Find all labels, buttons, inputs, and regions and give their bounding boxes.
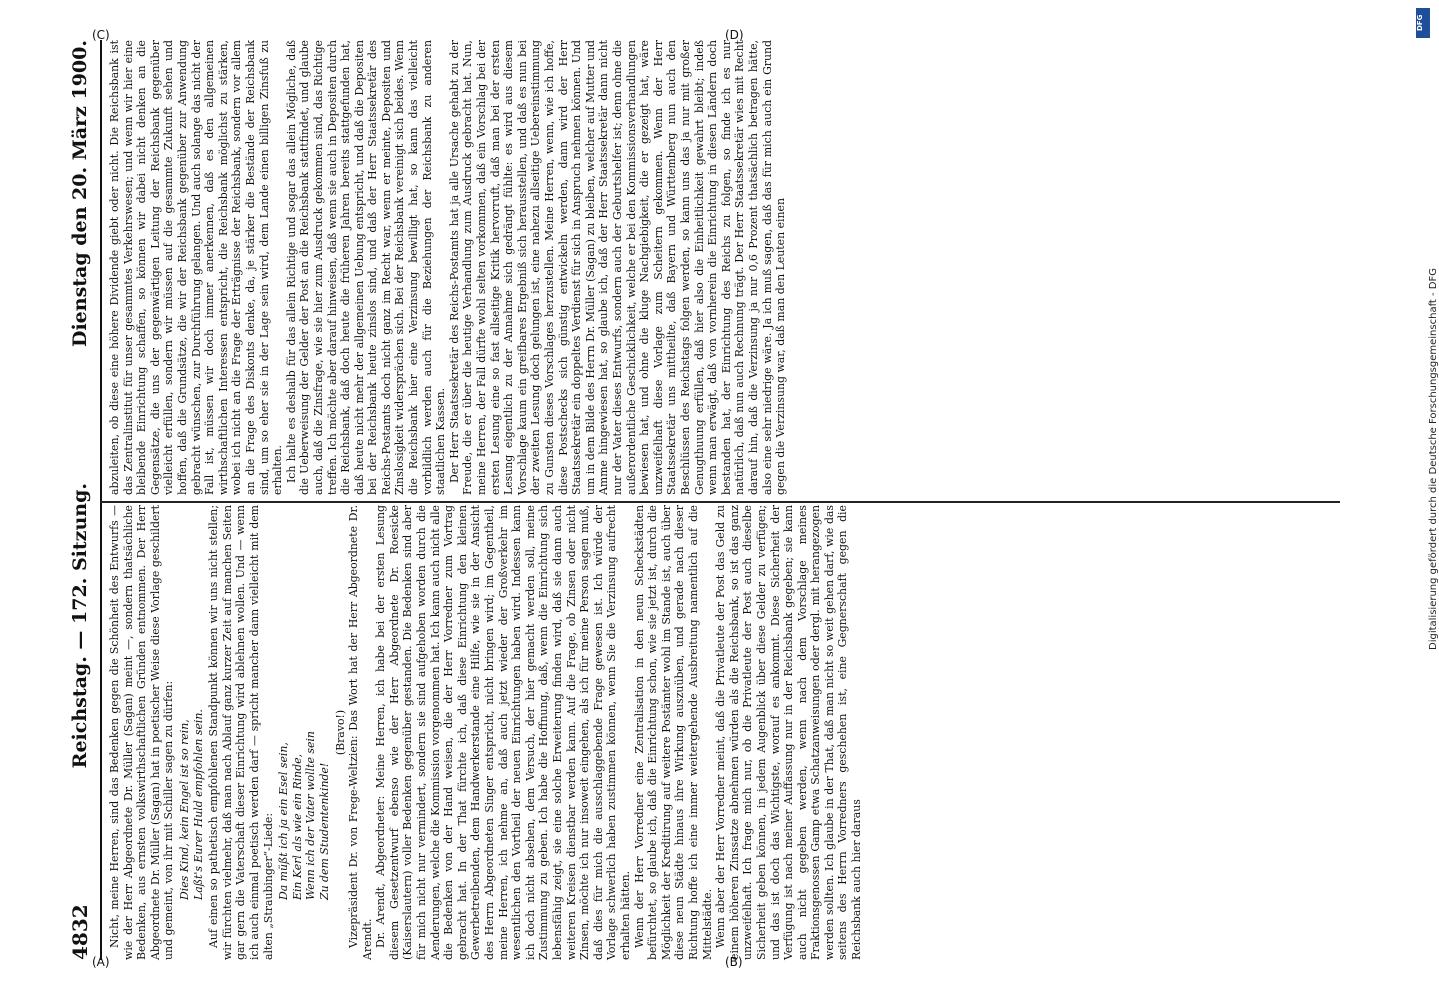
right-column	[108, 40, 1328, 495]
poem-line: Dies Kind, kein Engel ist so rein,	[177, 719, 191, 900]
digitization-note-text: Digitalisierung gefördert durch die Deutsche Forschungsgemeinschaft - DFG	[1428, 267, 1439, 650]
poem-quote	[178, 505, 205, 960]
paragraph: Vizepräsident Dr. von Frege-Weltzien: Das Wort hat der Herr Abgeordnete Dr. Arendt.	[347, 505, 374, 960]
session-title: Reichstag. — 172. Sitzung.	[69, 483, 91, 769]
margin-marker-b: (B)	[725, 955, 743, 969]
paragraph: Wenn aber der Herr Vorredner meint, daß die Privatleute der Post das Geld zu einem höheren Zinssatze abnehmen würden als die Reichsbank, so ist das ganz unzweifelhaft. Ich frage mich nur, ob die Privatleute der Post auch dieselbe Sicherheit geben können, in jedem Augenblick über diese Gelder zu verfügen; und das ist doch das Wichtigste, worauf es ankommt. Diese Sicherheit der Verfügung ist nach meiner Auffassung nur in der Reichsbank gegeben; sie kann auch nicht gegeben werden, wenn nach dem Vorschlage meines Fraktionsgenossen Gamp etwa Schatzanweisungen oder dergl. mit herangezogen werden sollten. Ich glaube in der That, daß man nicht so weit gehen darf, wie das seitens des Herrn Vorredners geschehen ist, eine Gegnerschaft gegen die Reichsbank auch hier daraus	[714, 505, 864, 960]
session-date: Dienstag den 20. März 1900.	[69, 40, 91, 348]
margin-marker-c: (C)	[92, 28, 110, 42]
poem-line: Zu dem Studentenkinde!	[317, 762, 331, 900]
paragraph: Der Herr Staatssekretär des Reichs-Postamts hat ja alle Ursache gehabt zu der Freude, die er über die heutige Verhandlung zum Ausdruck gebracht hat. Nun, meine Herren, der Fall dürfte wohl selten vorkommen, daß ein Vorschlag bei der ersten Lesung eine so fast allseitige Kritik hervorruft, daß man bei der ersten Lesung eigentlich zu der Annahme sich gedrängt fühlte: es wird aus diesem Vorschlage kaum ein greifbares Ergebniß sich herausstellen, und daß es nun bei der zweiten Lesung doch gelungen ist, eine nahezu allseitige Uebereinstimmung zu Gunsten dieses Vorschlages herzustellen. Meine Herren, wenn, wie ich hoffe, diese Postschecks sich günstig entwickeln werden, dann wird der Herr Staatssekretär ein doppeltes Verdienst für sich in Anspruch nehmen können. Und um in dem Bilde des Herrn Dr. Müller (Sagan) zu bleiben, welcher auf Mutter und Amme hingewiesen hat, so glaube ich, daß der Herr Staatssekretär dann nicht nur der Vater dieses Entwurfs, sondern auch der Geburtshelfer ist; denn ohne die außerordentliche Geschicklichkeit, welche er bei den Kommissionsverhandlungen bewiesen hat, und ohne die kluge Nachgiebigkeit, die er gezeigt hat, wäre unzweifelhaft diese Vorlage zum Scheitern gekommen. Wenn der Herr Staatssekretär uns mittheilte, daß Bayern und Württemberg nun auch den Beschlüssen des Reichstags folgen werden, so kann uns das ja nur mit großer Genugthuung erfüllen, daß hier also die Einheitlichkeit gewahrt bleibt; indeß wenn man erwägt, daß von vornherein die Einrichtung in diesen Ländern doch bestanden hat, der Einrichtung des Reichs zu folgen, so finde ich es nur natürlich, daß nun auch Rechnung trägt. Der Herr Staatssekretär wies mit Recht darauf hin, daß die Verzinsung ja nur 0,6 Prozent thatsächlich betragen hätte, also eine sehr niedrige wäre. Ja ich muß sagen, daß das für mich auch ein Grund gegen die Verzinsung war, daß man den Leuten einen	[447, 40, 788, 495]
paragraph: Auf einen so pathetisch empfohlenen Standpunkt können wir uns nicht stellen; wir fürchten vielmehr, daß man nach Ablauf ganz kurzer Zeit auf manchen Seiten gar gern die Vaterschaft dieser Einrichtung wird ablehnen wollen. Und — wenn ich auch einmal poetisch werden darf — spricht mancher dann vielleicht mit dem alten „Straubinger“-Liede:	[207, 505, 275, 960]
dfg-logo: DFG	[1416, 8, 1430, 38]
page-number: 4832	[68, 904, 92, 960]
paragraph: Dr. Arendt, Abgeordneter: Meine Herren, ich habe bei der ersten Lesung diesem Gesetzentwurf ebenso wie der Herr Abgeordnete Dr. Roesicke (Kaiserslautern) voller Bedenken gegenüber gestanden. Die Bedenken sind aber für mich nicht nur vermindert, sondern sie sind aufgehoben worden durch die Aenderungen, welche die Kommission vorgenommen hat. Ich kann auch nicht alle die Bedenken von der Hand weisen, die der Herr Vorredner zum Vortrag gebracht hat. In der That fürchte ich, daß diese Einrichtung den kleinen Gewerbetreibenden, dem Handwerkerstande eine Hilfe, wie sie in der Ansicht des Herrn Abgeordneten Singer entspricht, nicht bringen wird; im Gegentheil, meine Herren, ich nehme an, daß auch jetzt wieder der Großverkehr im wesentlichen den Vortheil der neuen Einrichtungen haben wird. Indessen kann ich doch nicht absehen, dem Versuch, der hier gemacht werden soll, meine Zustimmung zu geben. Ich habe die Hoffnung, daß, wenn die Einrichtung sich lebensfähig zeigt, sie eine solche Erweiterung finden wird, daß sie dann auch weiteren Kreisen dienstbar werden kann. Auf die Frage, ob Zinsen oder nicht Zinsen, möchte ich nur insoweit eingehen, als ich für meine Person sagen muß, daß dies für mich die ausschlaggebende Frage gewesen ist. Ich würde der Vorlage schwerlich haben zustimmen können, wenn Sie die Verzinsung aufrecht erhalten hätten.	[374, 505, 632, 960]
column-divider	[100, 501, 1340, 503]
poem-line: Wenn ich der Vater wollte sein	[304, 731, 318, 900]
poem-line: Da müßt ich ja ein Esel sein,	[277, 742, 291, 900]
paragraph: Wenn der Herr Vorredner eine Zentralisation in den neun Scheckstädten befürchtet, so glaube ich, daß die Einrichtung schon, wie sie jetzt ist, durch die Möglichkeit der Kreditirung auf weitere Postämter wohl im Stande ist, auch über diese neun Städte hinaus ihre Wirkung auszuüben, und gerade nach dieser Richtung hoffe ich eine immer weitergehende Ausbreitung namentlich auf die Mittelstädte.	[632, 505, 714, 960]
left-column	[108, 505, 1328, 960]
applause-note: (Bravo!)	[333, 709, 347, 756]
poem-quote	[277, 505, 331, 960]
paragraph: abzuleiten, ob diese eine höhere Dividende giebt oder nicht. Die Reichsbank ist das Zentralinstitut für unser gesammtes Verkehrswesen; und wenn wir hier eine bleibende Einrichtung schaffen, so können wir dabei nicht denken an die Gegensätze, die uns der gegenwärtigen Leitung der Reichsbank gegenüber vielleicht erfüllen, sondern wir müssen auf die gesammte Zukunft sehen und hoffen, daß die Grundsätze, die wir der Reichsbank gegenüber zur Anwendung gebracht wünschen, zur Durchführung gelangen. Und auch solange das nicht der Fall ist, müssen wir doch immer anerkennen, daß es den allgemeinen wirthschaftlichen Interessen entspricht, die Reichsbank möglichst zu stärken, wobei ich nicht an die Frage der Erträgnisse der Reichsbank, sondern vor allem an die Frage des Diskonts denke, da, je stärker die Bestände der Reichsbank sind, um so eher sie in der Lage sein wird, dem Lande einen billigen Zinsfuß zu erhalten.	[108, 40, 285, 495]
digitization-note	[1412, 10, 1439, 990]
poem-line: Ein Kerl als wie ein Rinde,	[290, 753, 304, 900]
margin-marker-a: (A)	[92, 955, 110, 969]
poem-line: Laßt's Eurer Huld empfohlen sein.	[191, 709, 205, 900]
paragraph: Ich halte es deshalb für das allein Richtige und sogar das allein Mögliche, daß die Ueberweisung der Gelder der Post an die Reichsbank stattfindet, und glaube auch, daß die Zinsfrage, wie sie hier zum Ausdruck gekommen sind, das Richtige treffen. Ich möchte aber darauf hinweisen, daß wenn sie auch in Depositen durch die Reichsbank, daß doch heute die früheren Jahren bereits stattgefunden hat, daß heute nicht mehr der allgemeinen Uebung entspricht, und daß die Depositen bei der Reichsbank heute zinslos sind, und daß der Herr Staatssekretär des Reichs-Postamts doch nicht ganz im Recht war, wenn er meinte, Depositen und Zinslosigkeit widersprächen sich. Bei der Reichsbank vereinigt sich beides. Wenn die Reichsbank hier eine Verzinsung bewilligt hat, so kann das vielleicht vorbildlich werden auch für die Beziehungen der Reichsbank zu anderen staatlichen Kassen.	[284, 40, 448, 495]
paragraph: Nicht, meine Herren, sind das Bedenken gegen die Schönheit des Entwurfs — wie der Herr Abgeordnete Dr. Müller (Sagan) meint —, sondern thatsächliche Bedenken, aus ernsten volkswirthschaftlichen Gründen entnommen. Der Herr Abgeordnete Dr. Müller (Sagan) hat in poetischer Weise diese Vorlage geschildert und gemeint, von ihr mit Schiller sagen zu dürfen:	[108, 505, 176, 960]
page-header	[60, 40, 102, 960]
margin-marker-d: (D)	[725, 28, 744, 42]
